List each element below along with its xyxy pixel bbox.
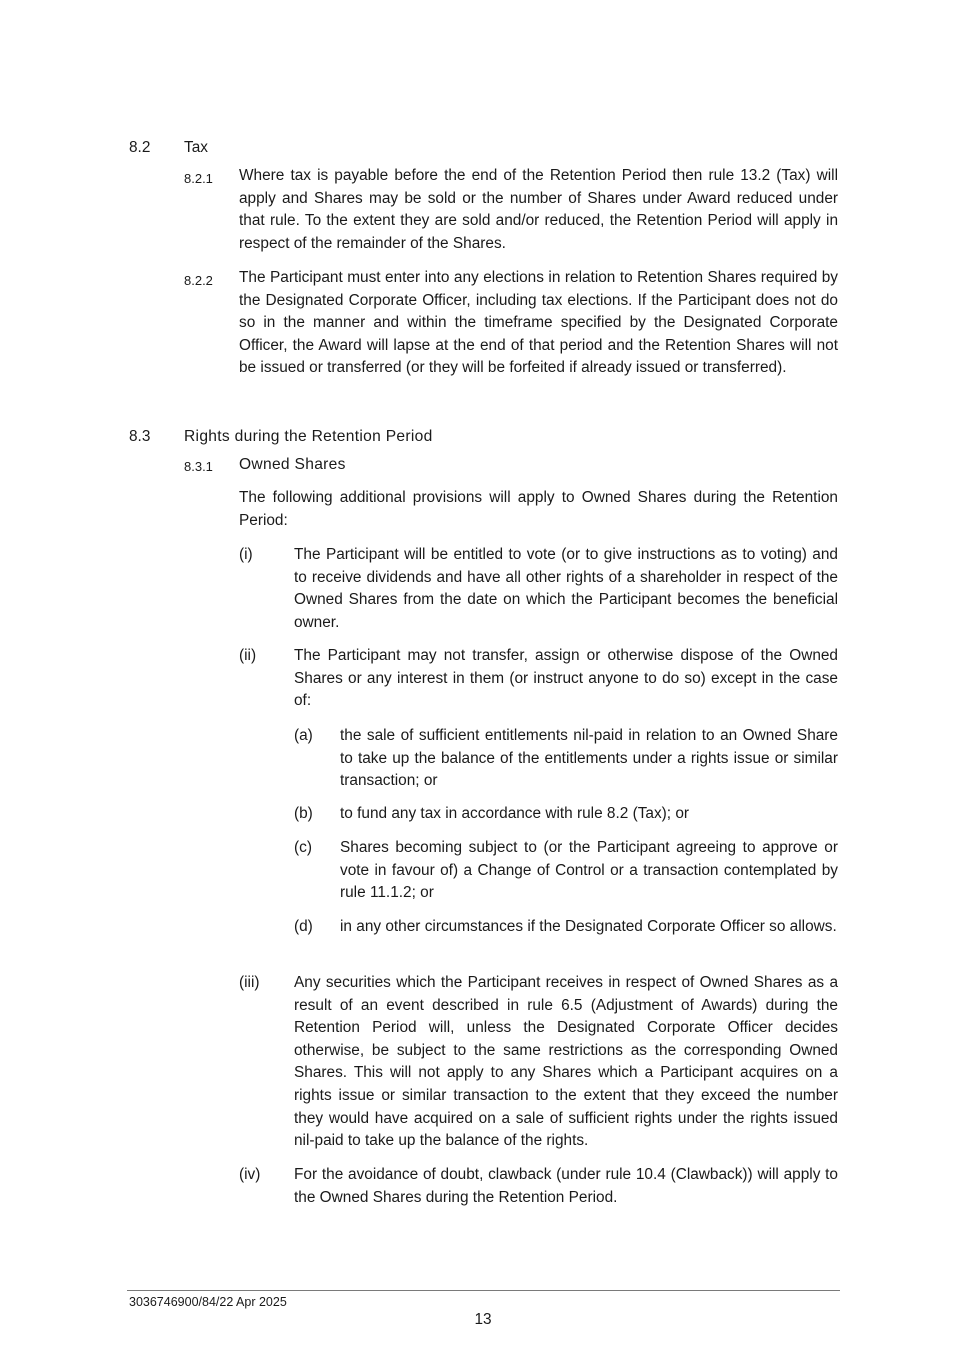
item-text-ii: The Participant may not transfer, assign or otherwise dispose of the Owned Shares or any interest in them (or instruct anyone to do so) except in the case of:	[294, 647, 838, 710]
subitem-text-b: to fund any tax in accordance with rule 8.2 (Tax); or	[340, 805, 690, 822]
subitem-text-c: Shares becoming subject to (or the Participant agreeing to approve or vote in favour of) a Change of Control or a transaction contemplated by rule 11.1.2; or	[340, 839, 838, 902]
footer-divider	[127, 1290, 840, 1291]
section-number-8-3: 8.3	[129, 428, 151, 445]
item-label-i: (i)	[239, 546, 253, 563]
section-number-8-2: 8.2	[129, 139, 151, 156]
clause-intro-8-3-1: The following additional provisions will apply to Owned Shares during the Retention Period:	[239, 489, 838, 529]
clause-number-8-2-1: 8.2.1	[184, 171, 213, 186]
item-text-iii: Any securities which the Participant receives in respect of Owned Shares as a result of an event described in rule 6.5 (Adjustment of Awards) during the Retention Period will, unless the Designated Corporate Officer decides otherwise, be subject to the same restrictions as the corresponding Owned Shares. This will not apply to any Shares which a Participant acquires on a rights issue or similar transaction to the extent that they exceed the number they would have acquired on a sale of sufficient rights under the rights issued nil-paid to take up the balance of the rights.	[294, 974, 838, 1150]
clause-title-owned-shares: Owned Shares	[239, 456, 346, 473]
item-label-iv: (iv)	[239, 1166, 261, 1183]
section-title-tax: Tax	[184, 139, 208, 156]
item-label-iii: (iii)	[239, 974, 260, 991]
clause-number-8-3-1: 8.3.1	[184, 459, 213, 474]
clause-number-8-2-2: 8.2.2	[184, 273, 213, 288]
subitem-label-b: (b)	[294, 805, 313, 822]
clause-text-8-2-2: The Participant must enter into any elections in relation to Retention Shares required by the Designated Corporate Officer, including tax elections. If the Participant does not do so in the manner and within the timeframe specified by the Designated Corporate Officer, the Award will lapse at the end of that period and the Retention Shares will not be issued or transferred (or they will be forfeited if already issued or transferred).	[239, 269, 838, 377]
subitem-label-a: (a)	[294, 727, 313, 744]
item-text-i: The Participant will be entitled to vote (or to give instructions as to voting) and to receive dividends and have all other rights of a shareholder in respect of the Owned Shares from the date on which the Participant becomes the beneficial owner.	[294, 546, 838, 631]
section-title-rights: Rights during the Retention Period	[184, 428, 433, 445]
document-reference: 3036746900/84/22 Apr 2025	[129, 1295, 287, 1309]
clause-text-8-2-1: Where tax is payable before the end of the Retention Period then rule 13.2 (Tax) will apply and Shares may be sold or the number of Shares under Award reduced under that rule. To the extent they are sold and/or reduced, the Retention Period will apply in respect of the remainder of the Shares.	[239, 167, 838, 252]
subitem-text-a: the sale of sufficient entitlements nil-paid in relation to an Owned Share to take up the balance of the entitlements under a rights issue or similar transaction; or	[340, 727, 838, 790]
subitem-text-d: in any other circumstances if the Designated Corporate Officer so allows.	[340, 918, 837, 935]
item-label-ii: (ii)	[239, 647, 257, 664]
page-number: 13	[474, 1311, 492, 1328]
item-text-iv: For the avoidance of doubt, clawback (under rule 10.4 (Clawback)) will apply to the Owned Shares during the Retention Period.	[294, 1166, 838, 1206]
subitem-label-d: (d)	[294, 918, 313, 935]
subitem-label-c: (c)	[294, 839, 312, 856]
